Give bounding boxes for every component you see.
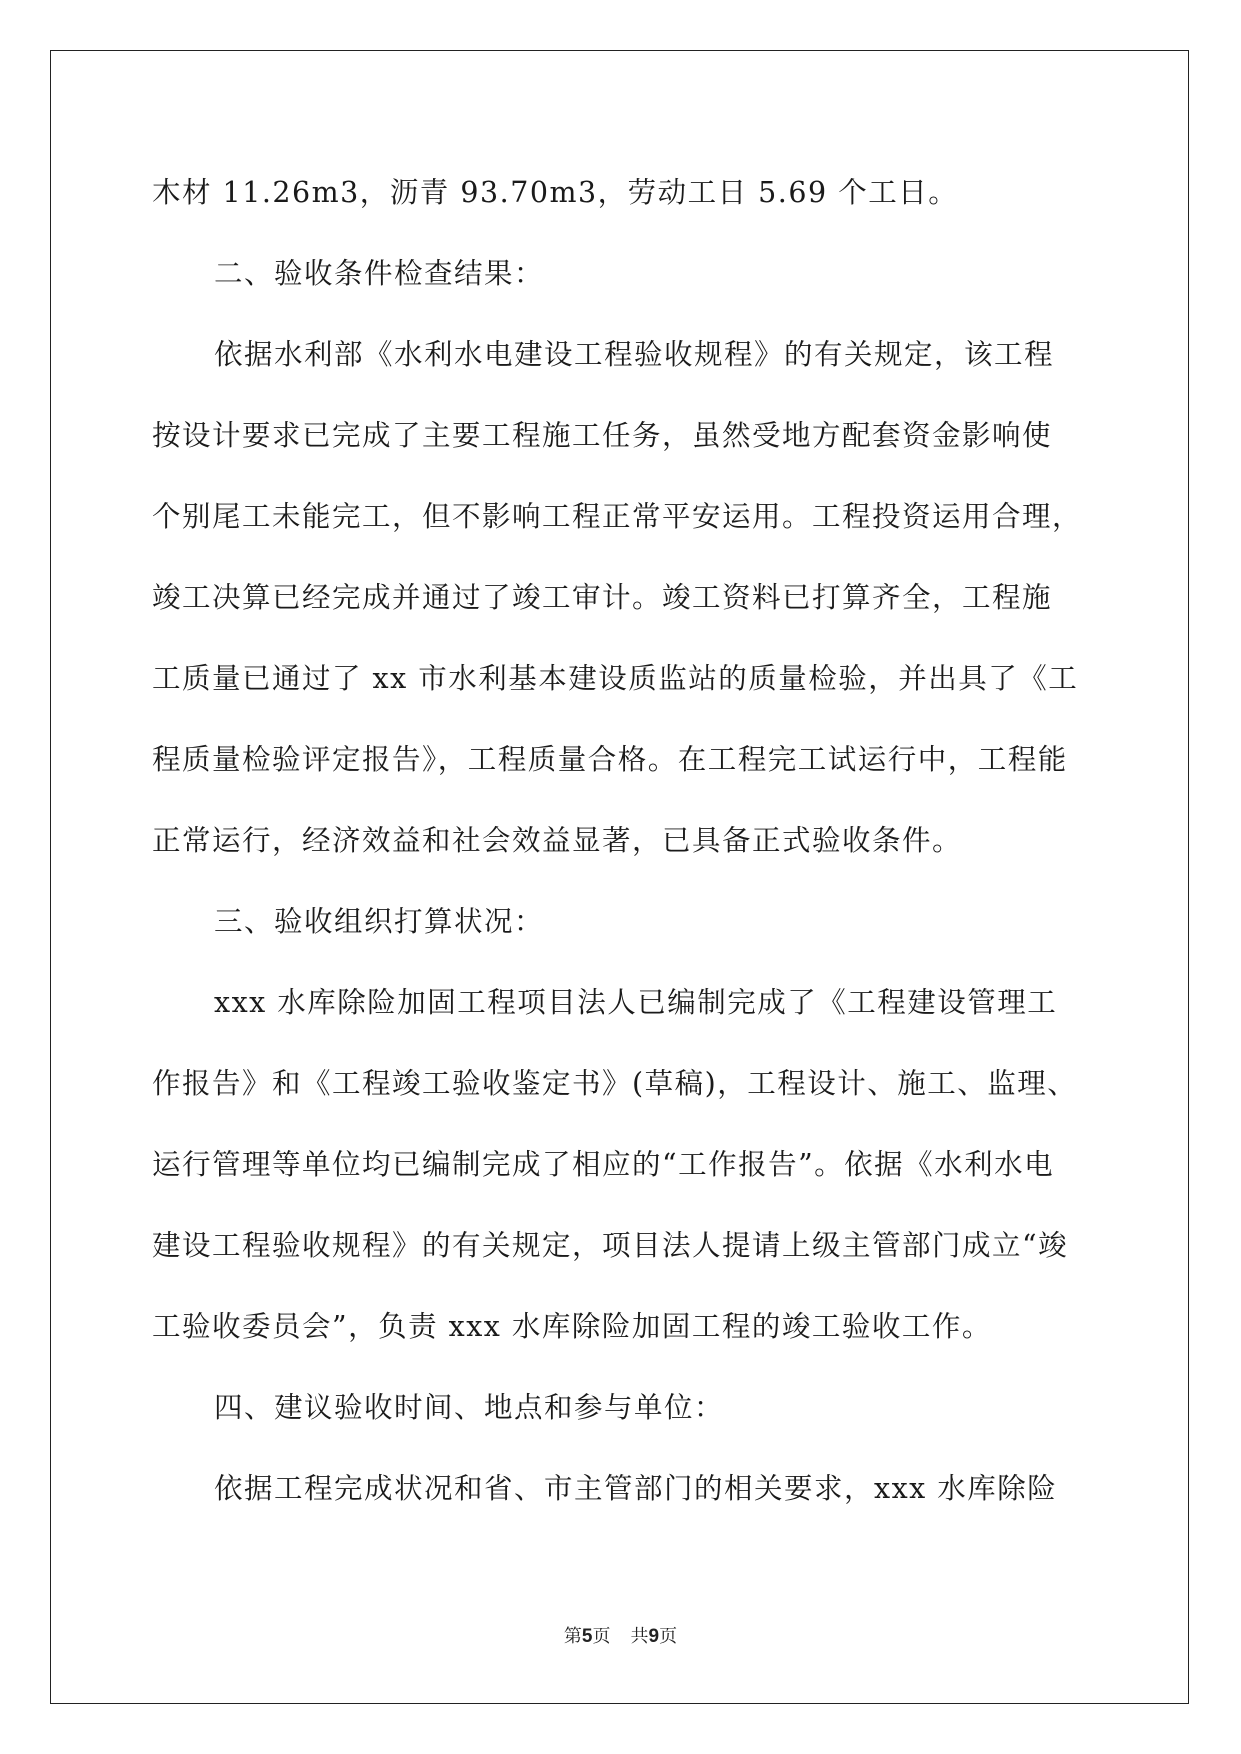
text-line: 依据工程完成状况和省、市主管部门的相关要求，xxx 水库除险 bbox=[214, 1472, 1058, 1505]
text-line: 依据水利部《水利水电建设工程验收规程》的有关规定，该工程 bbox=[214, 338, 1055, 371]
page-prefix: 第 bbox=[563, 1626, 582, 1647]
text-line: 个别尾工未能完工，但不影响工程正常平安运用。工程投资运用合理， bbox=[152, 500, 1083, 533]
page-footer bbox=[0, 1622, 1241, 1648]
text-line: 运行管理等单位均已编制完成了相应的“工作报告”。依据《水利水电 bbox=[152, 1148, 1055, 1181]
text-line: 四、建议验收时间、地点和参与单位： bbox=[214, 1391, 725, 1424]
total-pages: 9 bbox=[648, 1626, 660, 1647]
text-line: 三、验收组织打算状况： bbox=[214, 905, 545, 938]
text-line: 按设计要求已完成了主要工程施工任务，虽然受地方配套资金影响使 bbox=[152, 419, 1053, 452]
text-line: 竣工决算已经完成并通过了竣工审计。竣工资料已打算齐全，工程施 bbox=[152, 581, 1053, 614]
text-line: 二、验收条件检查结果： bbox=[214, 257, 545, 290]
document-body bbox=[152, 168, 1092, 1545]
text-line: 正常运行，经济效益和社会效益显著，已具备正式验收条件。 bbox=[152, 824, 963, 857]
text-line: xxx 水库除险加固工程项目法人已编制完成了《工程建设管理工 bbox=[214, 986, 1058, 1019]
text-line: 作报告》和《工程竣工验收鉴定书》(草稿)，工程设计、施工、监理、 bbox=[152, 1067, 1078, 1100]
text-line: 木材 11.26m3，沥青 93.70m3，劳动工日 5.69 个工日。 bbox=[152, 176, 959, 209]
text-line: 工质量已通过了 xx 市水利基本建设质监站的质量检验，并出具了《工 bbox=[152, 662, 1079, 695]
total-suffix: 页 bbox=[659, 1626, 678, 1647]
text-line: 建设工程验收规程》的有关规定，项目法人提请上级主管部门成立“竣 bbox=[152, 1229, 1069, 1262]
page-suffix: 页 bbox=[592, 1626, 611, 1647]
total-prefix: 共 bbox=[630, 1626, 649, 1647]
text-line: 程质量检验评定报告》，工程质量合格。在工程完工试运行中，工程能 bbox=[152, 743, 1068, 776]
text-line: 工验收委员会”，负责 xxx 水库除险加固工程的竣工验收工作。 bbox=[152, 1310, 992, 1343]
page-number: 5 bbox=[581, 1626, 593, 1647]
